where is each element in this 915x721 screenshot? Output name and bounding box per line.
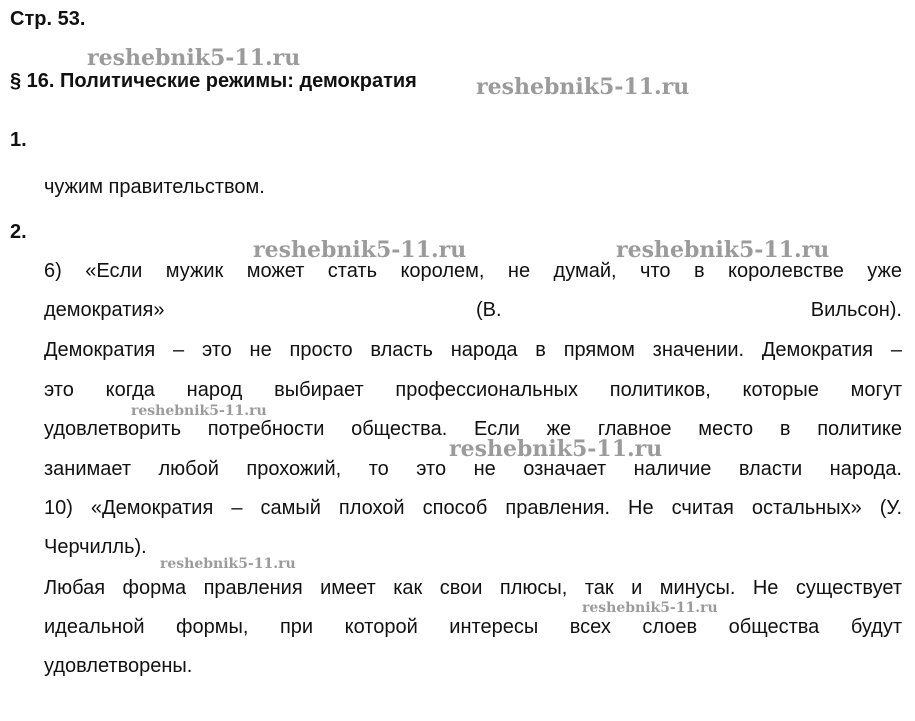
quote-author-name: Вильсон). bbox=[810, 299, 902, 321]
answer-line: это когда народ выбирает профессиональных политиков, которые могут bbox=[44, 379, 902, 401]
answer-line: удовлетворить потребности общества. Если же главное место в политике bbox=[44, 418, 902, 440]
quote-author-initial: (В. bbox=[476, 299, 502, 321]
task-2-number: 2. bbox=[10, 221, 27, 243]
section-title: § 16. Политические режимы: демократия bbox=[10, 70, 417, 92]
page-number: Стр. 53. bbox=[10, 8, 86, 30]
task-1-number: 1. bbox=[10, 129, 27, 151]
quote-end: демократия» bbox=[44, 299, 165, 321]
watermark: reshebnik5-11.ru bbox=[87, 45, 301, 71]
answer-line: Любая форма правления имеет как свои плюсы, так и минусы. Не существует bbox=[44, 577, 902, 599]
watermark: reshebnik5-11.ru bbox=[253, 237, 467, 263]
answer-line: 10) «Демократия – самый плохой способ правления. Не считая остальных» (У. bbox=[44, 497, 902, 519]
watermark: reshebnik5-11.ru bbox=[160, 556, 296, 572]
answer-line: 6) «Если мужик может стать королем, не думай, что в королевстве уже bbox=[44, 260, 902, 282]
answer-line-last: удовлетворены. bbox=[44, 655, 193, 677]
answer-line: Демократия – это не просто власть народа в прямом значении. Демократия – bbox=[44, 339, 902, 361]
watermark: reshebnik5-11.ru bbox=[131, 403, 267, 419]
quote-attribution-line bbox=[44, 298, 902, 322]
task-1-answer: чужим правительством. bbox=[44, 176, 265, 198]
watermark: reshebnik5-11.ru bbox=[449, 436, 663, 462]
answer-line-last: Черчилль). bbox=[44, 536, 147, 558]
watermark: reshebnik5-11.ru bbox=[616, 237, 830, 263]
watermark: reshebnik5-11.ru bbox=[582, 600, 718, 616]
watermark: reshebnik5-11.ru bbox=[476, 74, 690, 100]
answer-line: занимает любой прохожий, то это не означает наличие власти народа. bbox=[44, 458, 902, 480]
answer-line: идеальной формы, при которой интересы всех слоев общества будут bbox=[44, 616, 902, 638]
